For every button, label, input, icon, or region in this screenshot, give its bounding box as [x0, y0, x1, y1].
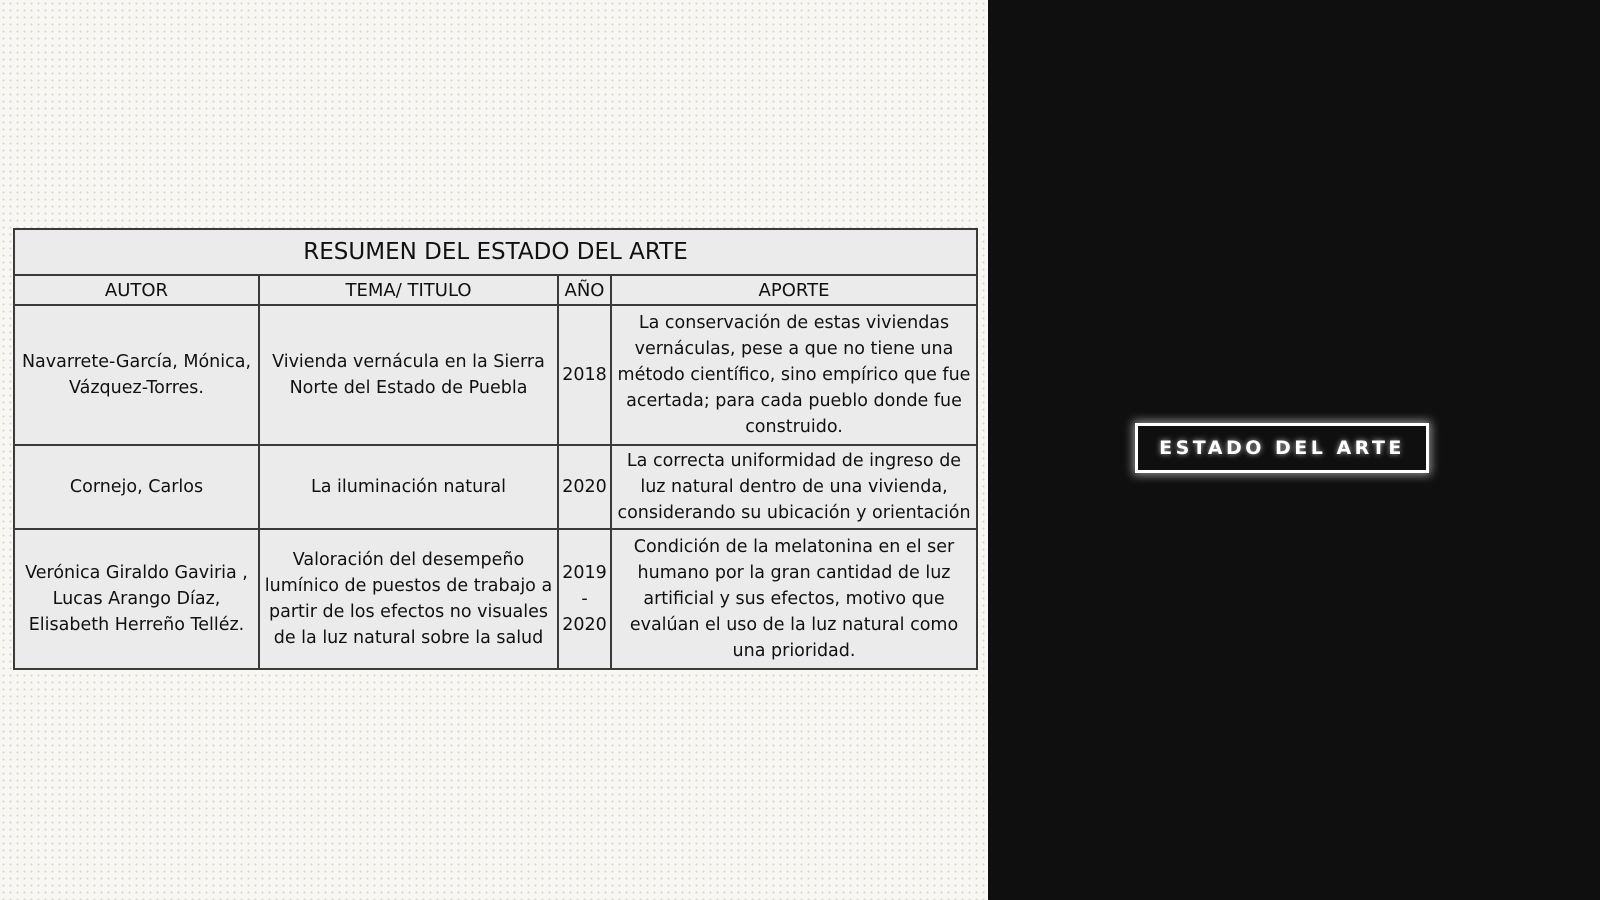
- table-title: RESUMEN DEL ESTADO DEL ARTE: [14, 229, 977, 275]
- cell-anio: [558, 305, 611, 445]
- year-text: 2018: [562, 365, 607, 385]
- summary-table: [13, 228, 978, 670]
- cell-autor: Cornejo, Carlos: [14, 445, 259, 529]
- year-text: 2020: [562, 477, 607, 497]
- header-autor: AUTOR: [14, 275, 259, 305]
- table-row: [14, 529, 977, 669]
- cell-anio: [558, 529, 611, 669]
- table-row: [14, 305, 977, 445]
- cell-tema: Valoración del desempeño lumínico de puestos de trabajo a partir de los efectos no visuales de la luz natural sobre la salud: [259, 529, 558, 669]
- year-separator-text: -: [581, 589, 588, 609]
- table-row: [14, 445, 977, 529]
- header-tema: TEMA/ TITULO: [259, 275, 558, 305]
- cell-aporte: La conservación de estas viviendas vernáculas, pese a que no tiene una método científico, sino empírico que fue acertada; para cada pueblo donde fue construido.: [611, 305, 977, 445]
- cell-autor: Navarrete-García, Mónica, Vázquez-Torres.: [14, 305, 259, 445]
- header-anio: AÑO: [558, 275, 611, 305]
- year-end-text: 2020: [562, 615, 607, 635]
- table-title-row: [14, 229, 977, 275]
- cell-anio: [558, 445, 611, 529]
- year-start-text: 2019: [562, 563, 607, 583]
- header-aporte: APORTE: [611, 275, 977, 305]
- cell-tema: La iluminación natural: [259, 445, 558, 529]
- cell-tema: Vivienda vernácula en la Sierra Norte del Estado de Puebla: [259, 305, 558, 445]
- section-title-badge: [1135, 423, 1429, 473]
- cell-aporte: La correcta uniformidad de ingreso de luz natural dentro de una vivienda, considerando su ubicación y orientación: [611, 445, 977, 529]
- section-title: ESTADO DEL ARTE: [1159, 437, 1405, 459]
- cell-aporte: Condición de la melatonina en el ser humano por la gran cantidad de luz artificial y sus efectos, motivo que evalúan el uso de la luz natural como una prioridad.: [611, 529, 977, 669]
- cell-autor: Verónica Giraldo Gaviria , Lucas Arango Díaz, Elisabeth Herreño Telléz.: [14, 529, 259, 669]
- table-header-row: [14, 275, 977, 305]
